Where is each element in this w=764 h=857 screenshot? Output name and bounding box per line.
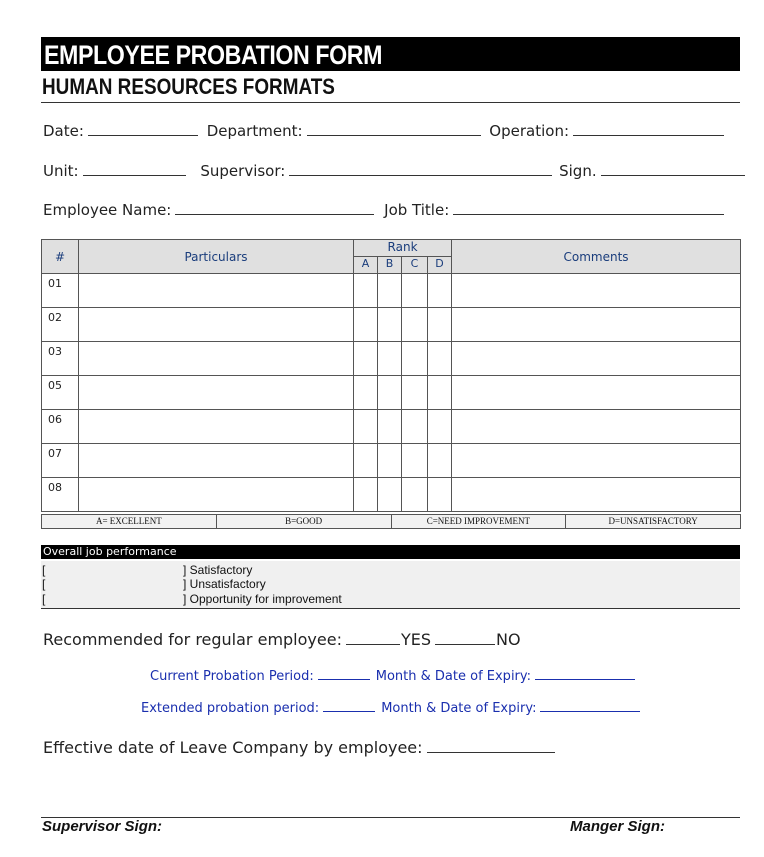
particulars-cell[interactable] [79, 410, 354, 444]
comments-cell[interactable] [452, 274, 741, 308]
rank-col-c: C [402, 257, 428, 274]
table-row [42, 410, 741, 444]
rank-b-cell[interactable] [378, 478, 402, 512]
rank-c-cell[interactable] [402, 478, 428, 512]
rank-c-cell[interactable] [402, 444, 428, 478]
rank-c-cell[interactable] [402, 410, 428, 444]
rank-col-a: A [354, 257, 378, 274]
row-number: 02 [42, 308, 79, 342]
comments-cell[interactable] [452, 308, 741, 342]
yes-label: YES [400, 630, 432, 649]
row-number: 06 [42, 410, 79, 444]
col-header-particulars: Particulars [79, 240, 354, 274]
col-header-rank: Rank [354, 240, 452, 257]
table-row [42, 478, 741, 512]
supervisor-label: Supervisor: [200, 162, 286, 180]
extended-probation-label: Extended probation period: [141, 701, 320, 716]
rank-b-cell[interactable] [378, 274, 402, 308]
col-header-comments: Comments [452, 240, 741, 274]
row-number: 07 [42, 444, 79, 478]
legend-good: B=GOOD [216, 515, 391, 529]
performance-heading-bar [41, 545, 740, 559]
no-label: NO [496, 630, 521, 649]
rank-c-cell[interactable] [402, 376, 428, 410]
option-unsatisfactory[interactable]: [ ] Unsatisfactory [42, 577, 266, 591]
performance-heading: Overall job performance [43, 545, 177, 558]
comments-cell[interactable] [452, 376, 741, 410]
extended-probation-row [141, 700, 644, 717]
job-title-label: Job Title: [384, 201, 450, 219]
rank-c-cell[interactable] [402, 308, 428, 342]
option-satisfactory[interactable]: [ ] Satisfactory [42, 563, 253, 577]
form-subtitle: HUMAN RESOURCES FORMATS [42, 74, 335, 99]
particulars-cell[interactable] [79, 308, 354, 342]
current-probation-field[interactable] [318, 668, 370, 680]
current-expiry-label: Month & Date of Expiry: [375, 669, 532, 684]
row-number: 08 [42, 478, 79, 512]
comments-cell[interactable] [452, 342, 741, 376]
field-row-3 [43, 200, 728, 220]
rank-b-cell[interactable] [378, 444, 402, 478]
operation-field[interactable] [573, 121, 724, 136]
extended-expiry-label: Month & Date of Expiry: [381, 701, 537, 716]
employee-name-field[interactable] [175, 200, 374, 215]
rank-a-cell[interactable] [354, 444, 378, 478]
header-divider [41, 102, 740, 103]
supervisor-field[interactable] [289, 161, 552, 176]
employee-name-label: Employee Name: [43, 201, 172, 219]
legend-need-improvement: C=NEED IMPROVEMENT [391, 515, 566, 529]
rank-legend [41, 514, 741, 529]
comments-cell[interactable] [452, 444, 741, 478]
sign-field[interactable] [601, 161, 745, 176]
row-number: 01 [42, 274, 79, 308]
col-header-number: # [42, 240, 79, 274]
particulars-cell[interactable] [79, 478, 354, 512]
table-row [42, 308, 741, 342]
particulars-cell[interactable] [79, 444, 354, 478]
table-row [42, 274, 741, 308]
rank-a-cell[interactable] [354, 342, 378, 376]
legend-excellent: A= EXCELLENT [42, 515, 217, 529]
legend-unsatisfactory: D=UNSATISFACTORY [566, 515, 741, 529]
rank-d-cell[interactable] [428, 410, 452, 444]
rank-a-cell[interactable] [354, 410, 378, 444]
form-title: EMPLOYEE PROBATION FORM [44, 40, 382, 70]
date-label: Date: [43, 122, 84, 140]
comments-cell[interactable] [452, 478, 741, 512]
table-row [42, 376, 741, 410]
particulars-cell[interactable] [79, 376, 354, 410]
rank-d-cell[interactable] [428, 444, 452, 478]
extended-expiry-field[interactable] [540, 700, 640, 712]
rank-c-cell[interactable] [402, 342, 428, 376]
unit-label: Unit: [43, 162, 79, 180]
recommendation-label: Recommended for regular employee: [43, 630, 342, 649]
leave-date-row [43, 738, 559, 758]
comments-cell[interactable] [452, 410, 741, 444]
field-row-1 [43, 121, 728, 141]
department-field[interactable] [307, 121, 481, 136]
rank-c-cell[interactable] [402, 274, 428, 308]
leave-date-label: Effective date of Leave Company by employee: [43, 738, 423, 757]
rank-a-cell[interactable] [354, 274, 378, 308]
evaluation-table [41, 239, 741, 512]
rank-d-cell[interactable] [428, 376, 452, 410]
rank-d-cell[interactable] [428, 478, 452, 512]
rank-b-cell[interactable] [378, 376, 402, 410]
option-opportunity-improvement[interactable]: [ ] Opportunity for improvement [42, 592, 342, 606]
rank-a-cell[interactable] [354, 308, 378, 342]
field-row-2 [43, 161, 749, 181]
operation-label: Operation: [489, 122, 569, 140]
supervisor-sign-label: Supervisor Sign: [42, 818, 163, 835]
unit-field[interactable] [83, 161, 186, 176]
row-number: 05 [42, 376, 79, 410]
rank-col-d: D [428, 257, 452, 274]
rank-b-cell[interactable] [378, 410, 402, 444]
department-label: Department: [206, 122, 303, 140]
particulars-cell[interactable] [79, 342, 354, 376]
rank-b-cell[interactable] [378, 342, 402, 376]
rank-a-cell[interactable] [354, 478, 378, 512]
rank-d-cell[interactable] [428, 274, 452, 308]
sign-label: Sign. [559, 162, 597, 180]
extended-probation-field[interactable] [323, 700, 375, 712]
row-number: 03 [42, 342, 79, 376]
rank-d-cell[interactable] [428, 342, 452, 376]
particulars-cell[interactable] [79, 274, 354, 308]
table-row [42, 444, 741, 478]
current-expiry-field[interactable] [535, 668, 635, 680]
table-row [42, 342, 741, 376]
yes-field[interactable] [346, 630, 400, 645]
rank-col-b: B [378, 257, 402, 274]
recommendation-row [43, 630, 521, 650]
rank-b-cell[interactable] [378, 308, 402, 342]
rank-d-cell[interactable] [428, 308, 452, 342]
current-probation-label: Current Probation Period: [150, 669, 314, 684]
job-title-field[interactable] [453, 200, 724, 215]
date-field[interactable] [88, 121, 198, 136]
no-field[interactable] [435, 630, 495, 645]
manager-sign-label: Manger Sign: [570, 818, 666, 835]
leave-date-field[interactable] [427, 738, 555, 753]
rank-a-cell[interactable] [354, 376, 378, 410]
current-probation-row [150, 668, 639, 685]
